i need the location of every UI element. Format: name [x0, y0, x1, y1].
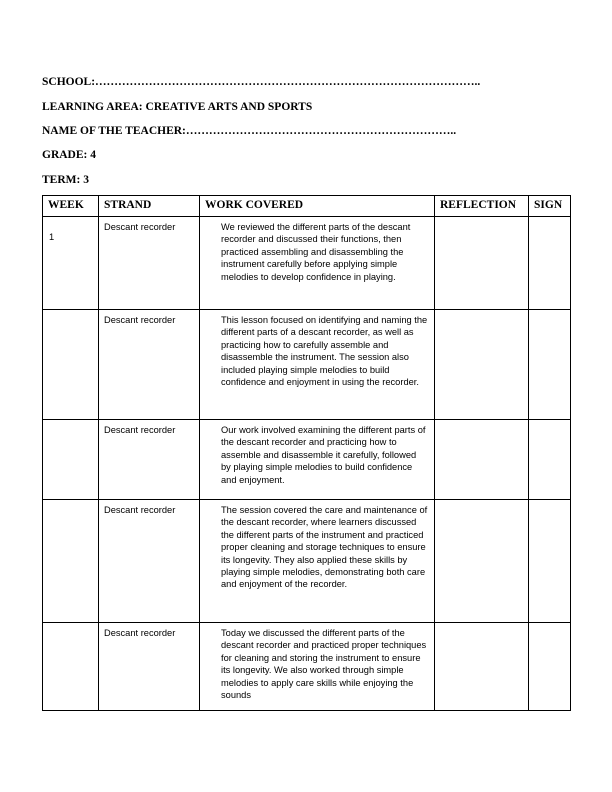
- reflection-cell: [435, 310, 529, 420]
- week-cell: [43, 420, 99, 500]
- teacher-name-line: NAME OF THE TEACHER:……………………………………………………………..: [42, 125, 457, 137]
- table-row: [43, 500, 571, 623]
- school-line: SCHOOL:………………………………………………………………………………………..: [42, 76, 481, 88]
- strand-cell: [99, 623, 200, 711]
- table-row: [43, 623, 571, 711]
- sign-cell: [529, 623, 571, 711]
- work-cell: [200, 420, 435, 500]
- strand-text: Descant recorder: [104, 222, 176, 232]
- strand-cell: [99, 310, 200, 420]
- week-number: [43, 500, 98, 514]
- week-number: [43, 623, 98, 637]
- work-text: Our work involved examining the different parts of the descant recorder and practicing how to assemble and disassemble it carefully, followed by playing simple melodies to build confidence and enjoyment.: [221, 425, 426, 485]
- week-number: 1: [49, 232, 55, 242]
- sign-cell: [529, 217, 571, 310]
- week-cell: [43, 217, 99, 310]
- week-cell: [43, 623, 99, 711]
- work-text: Today we discussed the different parts of the descant recorder and practiced proper techniques for cleaning and storing the instrument to ensure its longevity. We also worked through simple melodies to apply care skills while enjoying the sounds: [221, 628, 427, 701]
- reflection-cell: [435, 420, 529, 500]
- term-line: TERM: 3: [42, 174, 89, 186]
- work-text: This lesson focused on identifying and naming the different parts of a descant recorder, as well as practicing how to carefully assemble and disassemble the instrument. The session also included playing simple melodies to build confidence and enjoyment in using the recorder.: [221, 315, 428, 388]
- strand-cell: [99, 500, 200, 623]
- week-number: [43, 420, 98, 434]
- strand-cell: [99, 217, 200, 310]
- grade-line: GRADE: 4: [42, 149, 96, 161]
- table-row: [43, 310, 571, 420]
- week-cell: [43, 500, 99, 623]
- header-week: WEEK: [43, 196, 99, 217]
- strand-cell: [99, 420, 200, 500]
- week-number: [43, 310, 98, 324]
- table-row: [43, 217, 571, 310]
- work-cell: [200, 500, 435, 623]
- week-cell: [43, 310, 99, 420]
- header-strand: STRAND: [99, 196, 200, 217]
- work-text: The session covered the care and maintenance of the descant recorder, where learners discussed the different parts of the instrument and practiced proper cleaning and storage techniques to ensure its longevity. They also applied these skills by playing simple melodies, demonstrating both care and enjoyment of the recorder.: [221, 505, 428, 590]
- learning-area-line: LEARNING AREA: CREATIVE ARTS AND SPORTS: [42, 101, 313, 113]
- work-covered-table: [42, 195, 571, 711]
- sign-cell: [529, 310, 571, 420]
- reflection-cell: [435, 623, 529, 711]
- work-cell: [200, 623, 435, 711]
- strand-text: Descant recorder: [104, 628, 176, 638]
- table-header-row: [43, 196, 571, 217]
- work-cell: [200, 310, 435, 420]
- reflection-cell: [435, 217, 529, 310]
- header-reflection: REFLECTION: [435, 196, 529, 217]
- work-cell: [200, 217, 435, 310]
- strand-text: Descant recorder: [104, 425, 176, 435]
- header-work-covered: WORK COVERED: [200, 196, 435, 217]
- table-row: [43, 420, 571, 500]
- sign-cell: [529, 420, 571, 500]
- sign-cell: [529, 500, 571, 623]
- reflection-cell: [435, 500, 529, 623]
- strand-text: Descant recorder: [104, 505, 176, 515]
- work-text: We reviewed the different parts of the descant recorder and discussed their functions, then practiced assembling and disassembling the instrument carefully before applying simple melodies to develop confidence in playing.: [221, 222, 411, 282]
- strand-text: Descant recorder: [104, 315, 176, 325]
- header-sign: SIGN: [529, 196, 571, 217]
